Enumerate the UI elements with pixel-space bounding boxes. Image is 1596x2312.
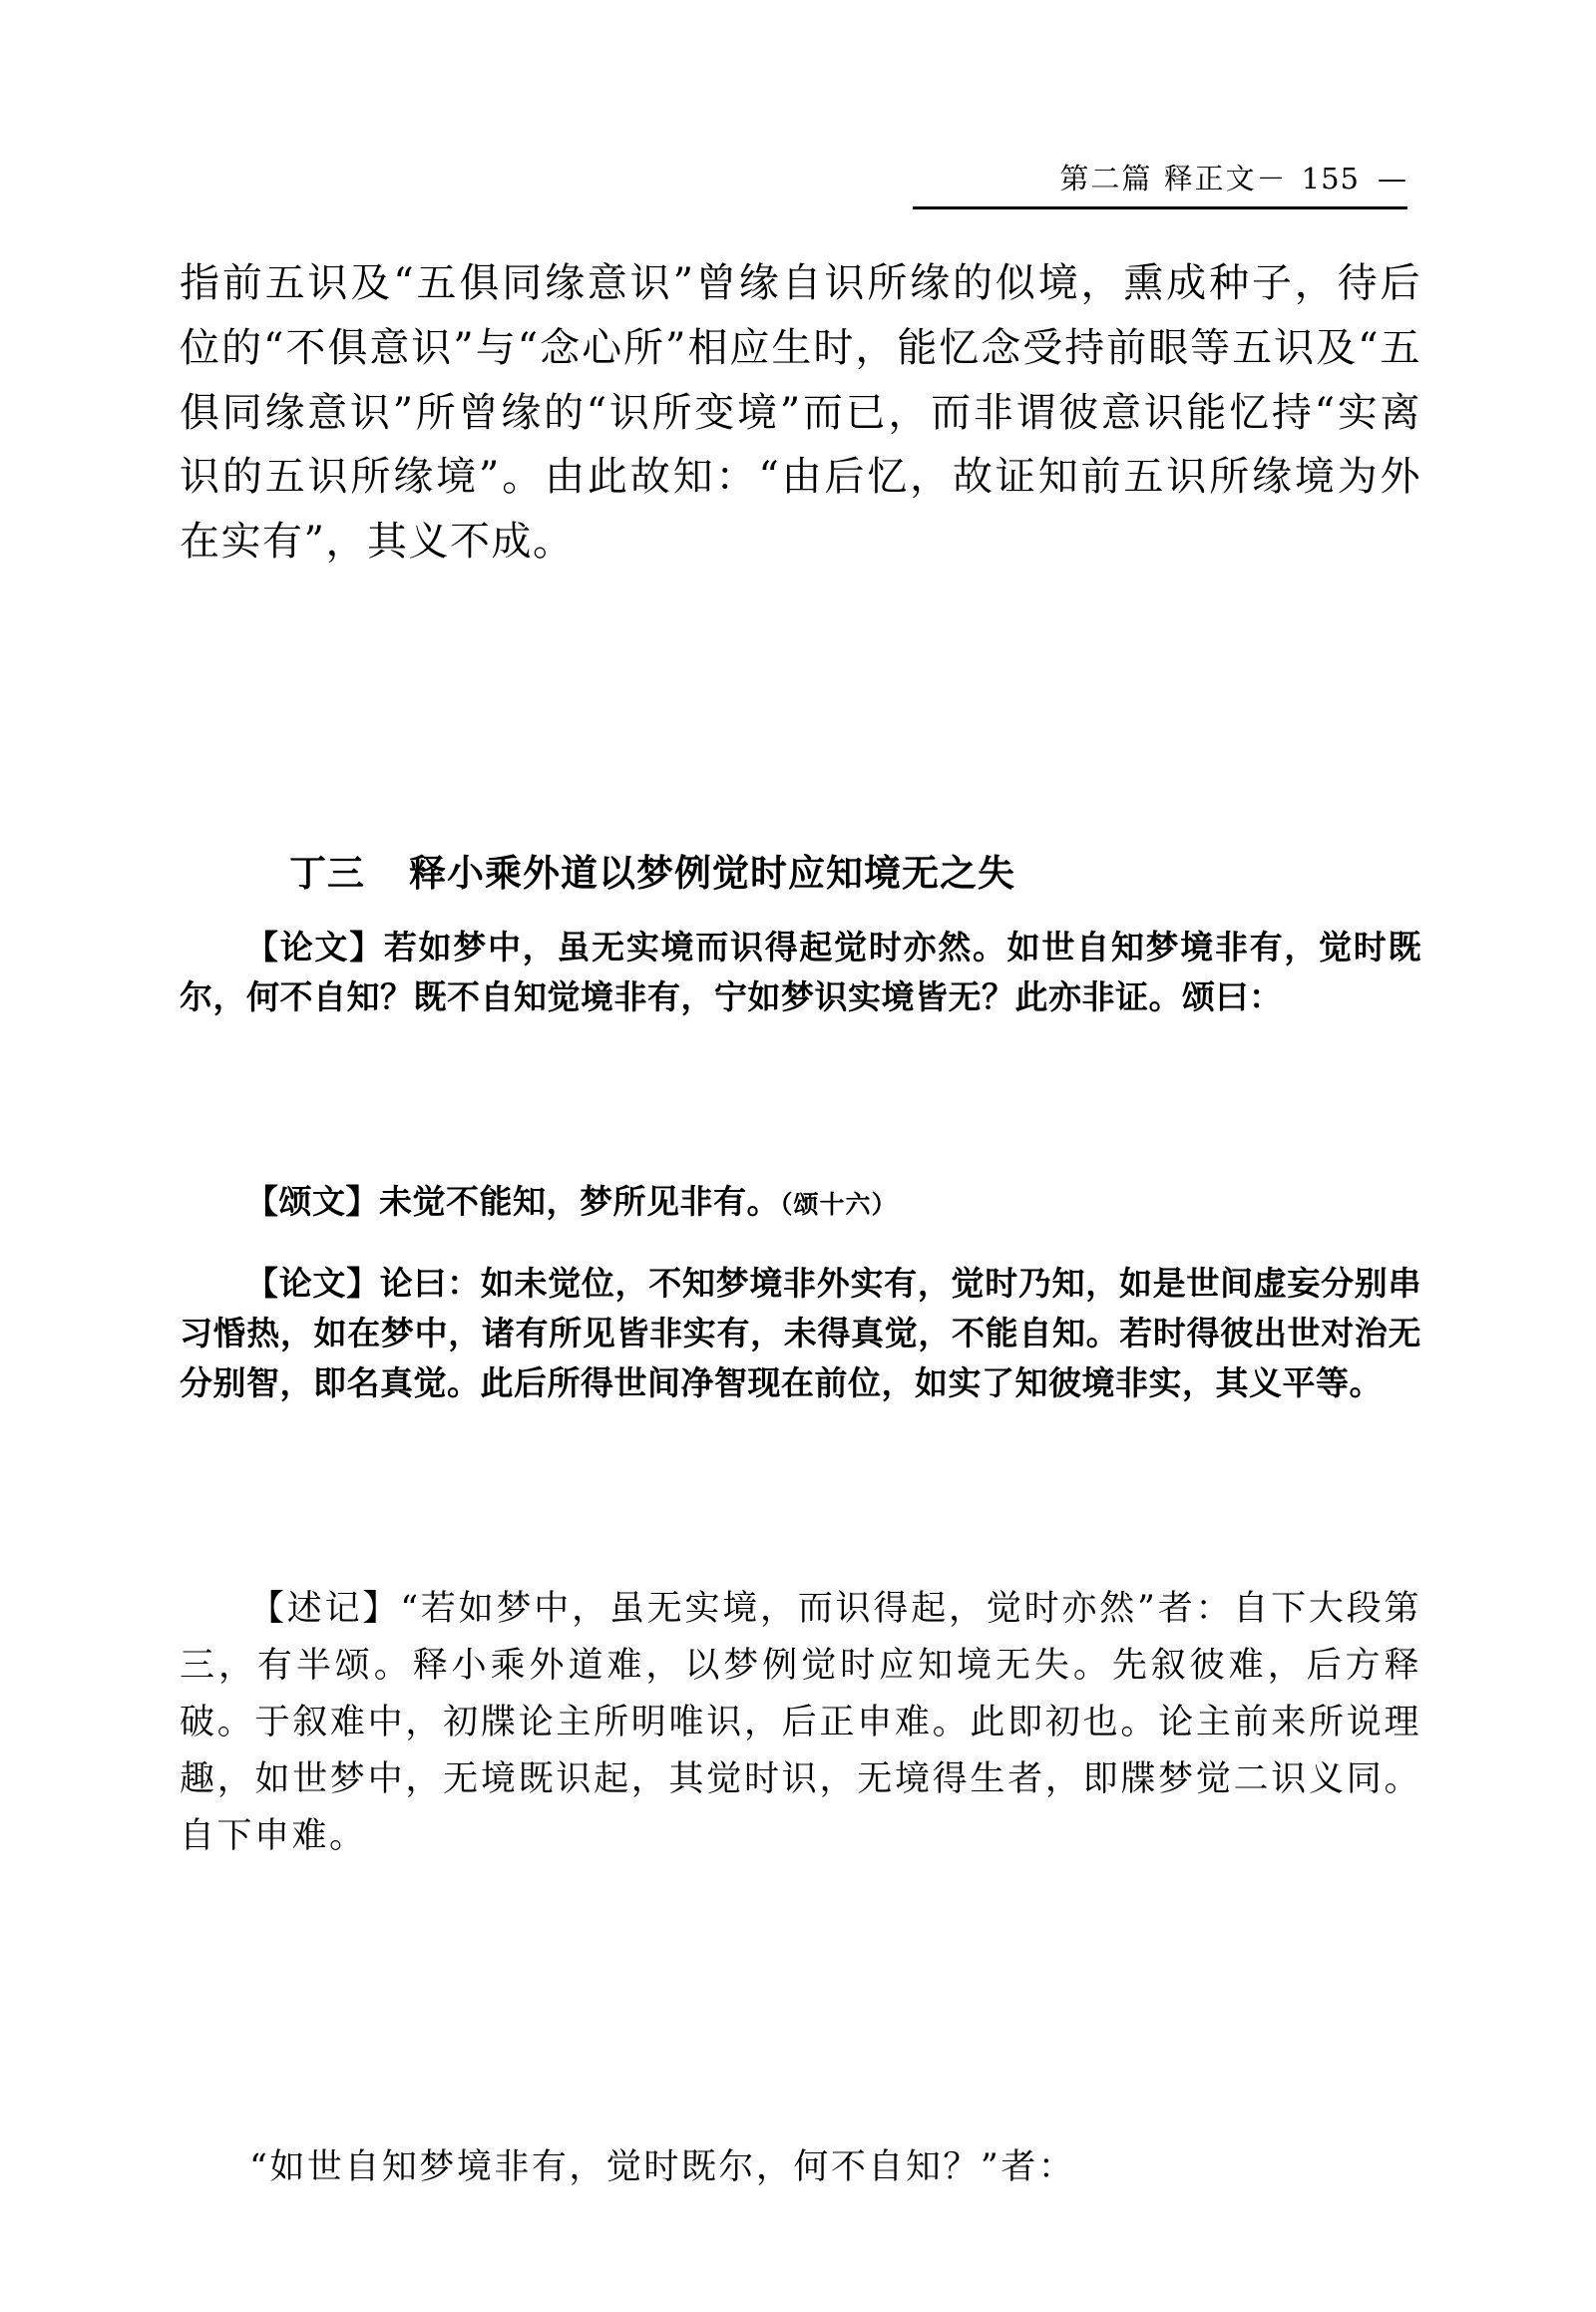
passage-lunwen-1	[180, 923, 1421, 1022]
header-trailing-mark: —	[1378, 162, 1407, 195]
header-text	[1059, 157, 1407, 197]
page-header	[175, 140, 1421, 209]
header-section: 第二篇 释正文－	[1059, 162, 1288, 195]
passage-shuji	[180, 1581, 1421, 1865]
passage-label: 【论文】	[245, 928, 384, 966]
passage-text: 论曰：如未觉位，不知梦境非外实有，觉时乃知，如是世间虚妄分别串习惛热，如在梦中，诸有所见皆非实有，未得真觉，不能自知。若时得彼出世对治无分别智，即名真觉。此后所得世间净智现在前位，如实了知彼境非实，其义平等。	[180, 1264, 1422, 1403]
passage-text: 若如梦中，虽无实境而识得起觉时亦然。如世自知梦境非有，觉时既尔，何不自知？既不自知觉境非有，宁如梦识实境皆无？此亦非证。颂曰：	[180, 928, 1422, 1017]
passage-label: 【述记】	[249, 1589, 401, 1629]
section-heading-title: 释小乘外道以梦例觉时应知境无之失	[409, 852, 1015, 895]
passage-text: “如世自知梦境非有，觉时既尔，何不自知？”者：	[249, 2147, 1076, 2187]
header-rule	[913, 206, 1407, 209]
passage-label: 【论文】	[245, 1264, 380, 1303]
passage-lunwen-2	[180, 1259, 1421, 1408]
header-page-number: 155	[1301, 162, 1360, 195]
passage-text: “若如梦中，虽无实境，而识得起，觉时亦然”者：自下大段第三，有半颂。释小乘外道难，以梦例觉时应知境无失。先叙彼难，后方释破。于叙难中，初牒论主所明唯识，后正申难。此即初也。论主前来所说理趣，如世梦中，无境既识起，其觉时识，无境得生者，即牒梦觉二识义同。自下申难。	[180, 1589, 1421, 1857]
section-heading	[180, 843, 1531, 897]
passage-text: 未觉不能知，梦所见非有。	[379, 1182, 780, 1221]
opening-paragraph: 指前五识及“五俱同缘意识”曾缘自识所缘的似境，熏成种子，待后位的“不俱意识”与“念心所”相应生时，能忆念受持前眼等五识及“五俱同缘意识”所曾缘的“识所变境”而已，而非谓彼意识能忆持“实离识的五识所缘境”。由此故知：“由后忆，故证知前五识所缘境为外在实有”，其义不成。	[180, 260, 1421, 566]
passage-quote-continuation	[180, 2139, 1421, 2196]
section-heading-number: 丁三	[289, 852, 365, 895]
passage-label: 【颂文】	[245, 1182, 379, 1221]
passage-note: （颂十六）	[780, 1190, 898, 1219]
passage-songwen	[180, 1177, 1421, 1227]
